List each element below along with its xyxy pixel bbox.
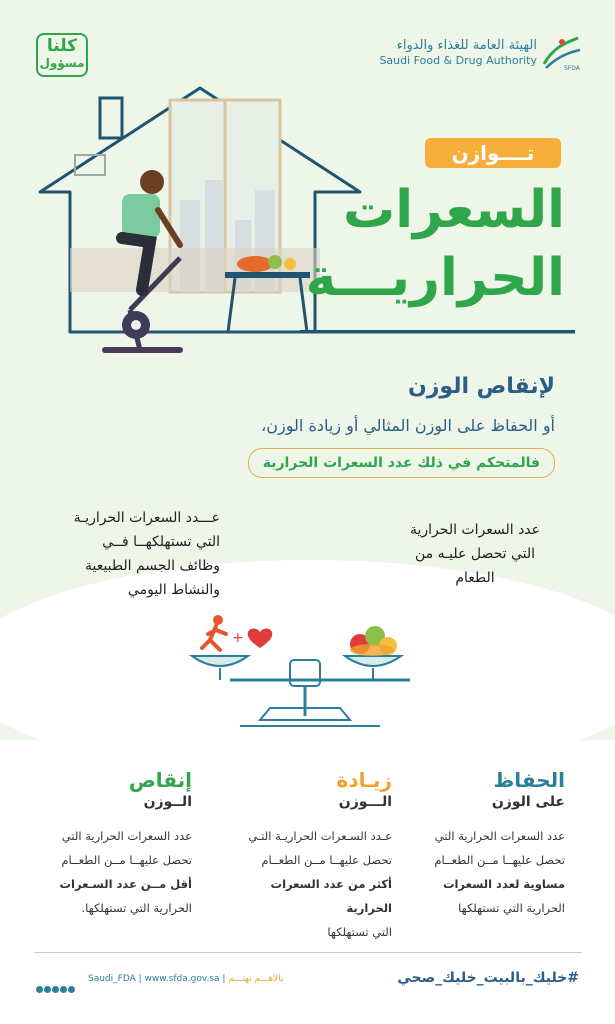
footer-divider xyxy=(34,952,582,953)
text-line: عـــدد السعرات الحراريـة xyxy=(73,510,220,526)
body-line: تحصل عليهــا مــن الطعــام xyxy=(434,853,565,867)
social-icons xyxy=(36,978,76,997)
balance-scale-illustration xyxy=(180,608,440,738)
body-line: عدد السعرات الحرارية التي xyxy=(434,829,565,843)
body-line: عـدد السـعرات الحراريـة التـي xyxy=(248,829,392,843)
sfda-english-name: Saudi Food & Drug Authority xyxy=(379,54,537,67)
column-body xyxy=(232,824,392,944)
column-gain xyxy=(232,768,392,944)
column-title: الحفاظ xyxy=(493,768,565,792)
twitter-icon[interactable] xyxy=(36,986,43,993)
topic-tag: تــــوازن xyxy=(425,138,561,168)
text-line: التي تحصل عليـه من xyxy=(414,546,536,562)
body-line: مساوية لعدد السعرات xyxy=(442,877,565,891)
body-line: تحصل عليهــا مــن الطعــام xyxy=(261,853,392,867)
sfda-mark: SFDA xyxy=(564,65,580,72)
text-line: والنشاط اليومي xyxy=(127,582,220,598)
body-line: التي تستهلكها xyxy=(327,925,392,939)
page-title-line2: الحراريـــة xyxy=(305,248,565,308)
campaign-logo-line1: كلنا xyxy=(46,36,78,56)
campaign-hashtag[interactable]: #خليك_بالبيت_خليك_صحي xyxy=(397,970,579,986)
column-body xyxy=(405,824,565,920)
body-line: أكثر من عدد السعرات الحرارية xyxy=(270,877,392,915)
calories-consumed-text xyxy=(400,518,550,590)
column-body xyxy=(32,824,192,920)
text-line: عدد السعرات الحرارية xyxy=(410,522,540,538)
sfda-arabic-name: الهيئة العامة للغذاء والدواء xyxy=(396,38,537,53)
sfda-logo-icon xyxy=(540,34,582,72)
slogan: بالاهـــم نهتـــم xyxy=(228,974,284,984)
house-baseline xyxy=(300,330,575,333)
column-subtitle: على الوزن xyxy=(491,794,565,810)
column-maintain xyxy=(405,768,565,920)
intro-heading: لإنقاص الوزن xyxy=(407,374,555,399)
page-title-line1: السعرات xyxy=(342,180,565,240)
text-line: وظائف الجسم الطبيعية xyxy=(84,558,220,574)
social-handle-link[interactable]: Saudi_FDA xyxy=(88,974,136,984)
campaign-logo xyxy=(36,33,88,77)
body-line: تحصل عليهــا مــن الطعــام xyxy=(61,853,192,867)
intro-highlight-pill: فالمتحكم في ذلك عدد السعرات الحرارية xyxy=(248,448,555,478)
instagram-icon[interactable] xyxy=(52,986,59,993)
calories-burned-text xyxy=(70,506,220,602)
separator: | xyxy=(138,974,145,984)
snapchat-icon[interactable] xyxy=(60,986,67,993)
intro-subheading: أو الحفاظ على الوزن المثالي أو زيادة الوزن، xyxy=(261,416,555,435)
column-lose xyxy=(32,768,192,920)
youtube-icon[interactable] xyxy=(44,986,51,993)
body-line: عدد السعرات الحرارية التي xyxy=(61,829,192,843)
footer-links xyxy=(88,974,283,984)
body-line: أقل مــن عدد السـعرات xyxy=(59,877,192,891)
text-line: التي تستهلكهــا فــي xyxy=(102,534,220,550)
campaign-logo-line2: مسؤول xyxy=(39,56,85,70)
facebook-icon[interactable] xyxy=(68,986,75,993)
text-line: الطعام xyxy=(455,570,495,586)
body-line: الحرارية التي تستهلكها xyxy=(458,901,565,915)
column-title: زيـادة xyxy=(336,768,392,792)
column-subtitle: الـــوزن xyxy=(338,794,392,810)
body-line: الحرارية التي تستهلكها. xyxy=(81,901,192,915)
plus-icon: + xyxy=(232,630,244,646)
website-link[interactable]: www.sfda.gov.sa xyxy=(144,974,220,984)
column-title: إنقاص xyxy=(128,768,192,792)
separator: | xyxy=(222,974,229,984)
column-subtitle: الــوزن xyxy=(143,794,192,810)
